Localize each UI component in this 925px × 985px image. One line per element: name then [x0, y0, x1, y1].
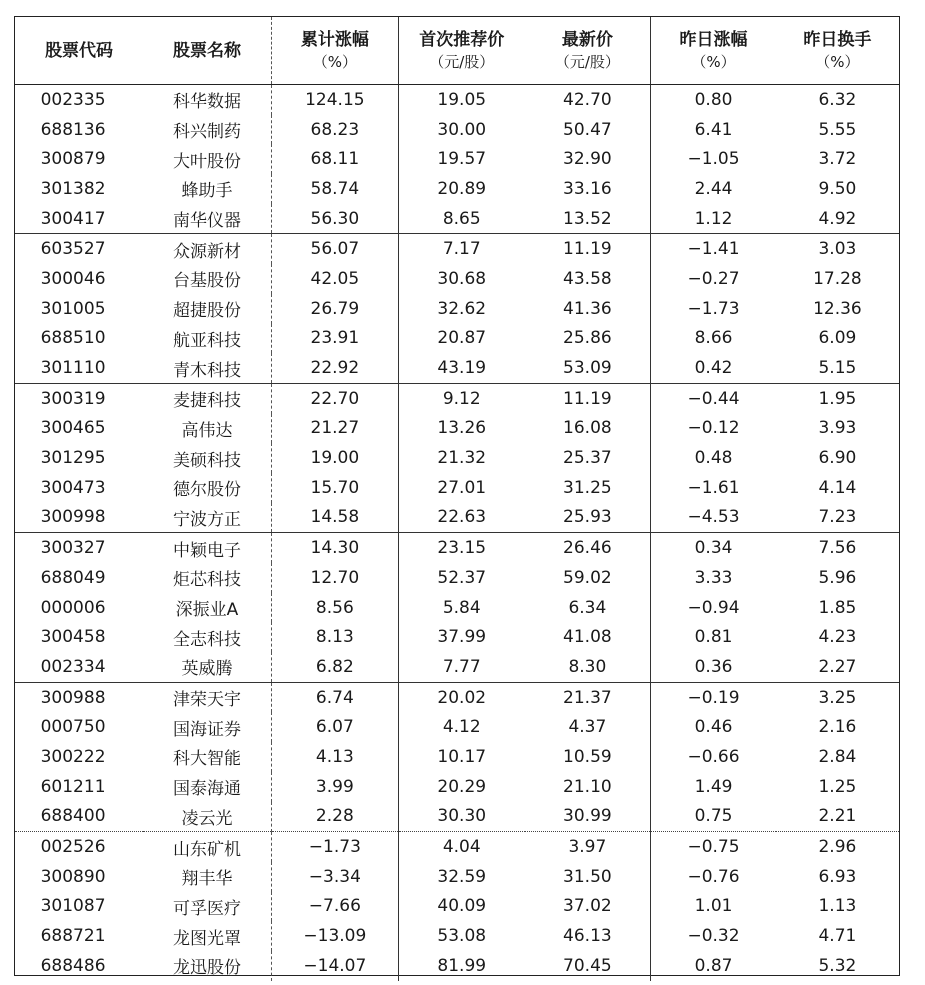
cell-name: 青木科技 — [143, 353, 271, 383]
table-row — [15, 802, 899, 832]
table-row — [15, 115, 899, 145]
cell-name: 炬芯科技 — [143, 563, 271, 593]
cell-cum-gain: 8.13 — [315, 627, 354, 648]
cell-code: 300458 — [40, 627, 106, 648]
cell-first-price: 32.59 — [398, 862, 524, 892]
cell-yday-gain: 0.36 — [651, 652, 776, 682]
cell-latest-price: 16.08 — [563, 418, 612, 439]
cell-cum-gain: 14.30 — [310, 538, 360, 559]
cell-name: 英威腾 — [143, 652, 271, 682]
cell-first-price: 9.12 — [398, 383, 524, 413]
cell-name: 津荣天宇 — [143, 682, 271, 712]
cell-cum-gain: −14.07 — [303, 955, 367, 976]
table-row — [15, 593, 899, 623]
cell-latest-price: 31.25 — [563, 477, 612, 498]
cell-yday-turnover: 3.93 — [818, 418, 857, 439]
cell-yday-gain: −0.19 — [651, 682, 776, 712]
cell-name: 台基股份 — [143, 264, 271, 294]
cell-name: 深振业A — [143, 593, 271, 623]
header-latest-price: 最新价 （元/股） — [525, 17, 651, 85]
cell-latest-price: 37.02 — [563, 896, 612, 917]
cell-latest-price: 53.09 — [525, 353, 651, 383]
cell-first-price: 22.63 — [398, 503, 524, 533]
cell-code: 002334 — [15, 652, 143, 682]
cell-code: 301382 — [40, 178, 106, 199]
cell-cum-gain: 68.23 — [310, 119, 360, 140]
cell-yday-turnover: 5.15 — [776, 353, 899, 383]
cell-cum-gain: 23.91 — [310, 328, 360, 349]
cell-yday-gain: −0.75 — [651, 832, 776, 862]
cell-code: 002335 — [40, 89, 106, 110]
cell-latest-price: 31.50 — [563, 866, 612, 887]
table-row — [15, 533, 899, 563]
cell-cum-gain: −3.34 — [308, 866, 361, 887]
cell-yday-gain: −1.73 — [651, 294, 776, 324]
cell-code: 000006 — [40, 597, 106, 618]
cell-first-price: 20.89 — [398, 174, 524, 204]
cell-yday-turnover: 6.90 — [818, 448, 857, 469]
table-row — [15, 742, 899, 772]
cell-latest-price: 10.59 — [563, 746, 612, 767]
cell-first-price: 53.08 — [398, 921, 524, 951]
cell-name: 山东矿机 — [143, 832, 271, 862]
table-row — [15, 144, 899, 174]
cell-name: 美硕科技 — [143, 443, 271, 473]
header-name: 股票名称 — [143, 17, 271, 85]
cell-first-price: 21.32 — [398, 443, 524, 473]
cell-latest-price: 4.37 — [568, 717, 607, 738]
table-row — [15, 353, 899, 383]
cell-code: 688400 — [15, 802, 143, 832]
cell-yday-turnover: 2.27 — [776, 652, 899, 682]
cell-code: 688049 — [40, 567, 106, 588]
cell-cum-gain: 56.30 — [271, 204, 398, 234]
cell-name: 龙迅股份 — [143, 951, 271, 981]
cell-first-price: 5.84 — [398, 593, 524, 623]
cell-latest-price: 26.46 — [563, 538, 612, 559]
header-yday-gain: 昨日涨幅 （%） — [651, 17, 776, 85]
cell-code: 301087 — [40, 896, 106, 917]
cell-yday-gain: −0.76 — [651, 862, 776, 892]
cell-yday-turnover: 5.96 — [818, 567, 857, 588]
cell-cum-gain: 3.99 — [315, 776, 354, 797]
cell-cum-gain: 4.13 — [315, 746, 354, 767]
cell-yday-turnover: 3.72 — [818, 149, 857, 170]
cell-code: 301005 — [40, 298, 106, 319]
cell-yday-gain: −1.05 — [651, 144, 776, 174]
cell-cum-gain: 124.15 — [305, 89, 365, 110]
cell-yday-turnover: 5.32 — [818, 955, 857, 976]
cell-latest-price: 70.45 — [563, 955, 612, 976]
cell-yday-gain: −4.53 — [651, 503, 776, 533]
cell-yday-gain: −0.44 — [651, 383, 776, 413]
cell-yday-turnover: 6.93 — [818, 866, 857, 887]
cell-code: 300319 — [40, 388, 106, 409]
cell-latest-price: 30.99 — [525, 802, 651, 832]
cell-yday-turnover: 4.71 — [818, 926, 857, 947]
cell-yday-gain: −0.12 — [651, 414, 776, 444]
cell-yday-gain: 8.66 — [651, 324, 776, 354]
cell-first-price: 23.15 — [398, 533, 524, 563]
cell-yday-gain: 0.80 — [651, 85, 776, 115]
cell-latest-price: 6.34 — [568, 597, 607, 618]
cell-first-price: 19.57 — [398, 144, 524, 174]
cell-latest-price: 25.86 — [563, 328, 612, 349]
cell-yday-gain: 6.41 — [651, 115, 776, 145]
cell-code: 300988 — [40, 687, 106, 708]
cell-yday-gain: −0.66 — [651, 742, 776, 772]
cell-name: 科大智能 — [143, 742, 271, 772]
cell-latest-price: 13.52 — [525, 204, 651, 234]
table-row — [15, 622, 899, 652]
cell-code: 000750 — [40, 717, 106, 738]
cell-latest-price: 46.13 — [563, 926, 612, 947]
table-row — [15, 652, 899, 682]
cell-yday-turnover: 4.14 — [818, 477, 857, 498]
cell-yday-turnover: 4.23 — [818, 627, 857, 648]
cell-cum-gain: 6.74 — [315, 687, 354, 708]
cell-first-price: 81.99 — [398, 951, 524, 981]
cell-cum-gain: 22.92 — [271, 353, 398, 383]
cell-first-price: 7.77 — [398, 652, 524, 682]
table-row — [15, 712, 899, 742]
cell-latest-price: 25.37 — [563, 448, 612, 469]
cell-name: 德尔股份 — [143, 473, 271, 503]
cell-cum-gain: 22.70 — [310, 388, 360, 409]
cell-latest-price: 32.90 — [563, 149, 612, 170]
cell-yday-gain: −1.61 — [651, 473, 776, 503]
table-row — [15, 85, 899, 115]
table-row — [15, 264, 899, 294]
cell-code: 601211 — [40, 776, 106, 797]
cell-yday-gain: 0.81 — [651, 622, 776, 652]
header-cum-gain-unit: （%） — [312, 52, 357, 71]
cell-first-price: 8.65 — [398, 204, 524, 234]
cell-first-price: 4.04 — [398, 832, 524, 862]
cell-name: 高伟达 — [143, 414, 271, 444]
cell-yday-gain: 1.01 — [651, 892, 776, 922]
table-row — [15, 204, 899, 234]
cell-yday-turnover: 5.55 — [818, 119, 857, 140]
cell-cum-gain: 21.27 — [310, 418, 360, 439]
cell-yday-turnover: 1.13 — [818, 896, 857, 917]
cell-latest-price: 41.08 — [563, 627, 612, 648]
cell-cum-gain: 42.05 — [310, 268, 360, 289]
cell-name: 大叶股份 — [143, 144, 271, 174]
table-row — [15, 294, 899, 324]
cell-yday-turnover: 3.25 — [818, 687, 857, 708]
cell-yday-turnover: 3.03 — [818, 239, 857, 260]
cell-latest-price: 43.58 — [563, 268, 612, 289]
cell-name: 南华仪器 — [143, 204, 271, 234]
cell-yday-gain: 1.12 — [651, 204, 776, 234]
cell-code: 688510 — [40, 328, 106, 349]
cell-name: 科华数据 — [143, 85, 271, 115]
cell-yday-turnover: 9.50 — [818, 178, 857, 199]
cell-name: 龙图光罩 — [143, 921, 271, 951]
cell-yday-gain: −1.41 — [651, 234, 776, 264]
table-row — [15, 951, 899, 981]
table-row — [15, 443, 899, 473]
cell-yday-turnover: 4.92 — [776, 204, 899, 234]
cell-latest-price: 11.19 — [563, 388, 612, 409]
cell-name: 麦捷科技 — [143, 383, 271, 413]
cell-first-price: 7.17 — [398, 234, 524, 264]
cell-latest-price: 11.19 — [563, 239, 612, 260]
table-row — [15, 174, 899, 204]
cell-code: 300327 — [40, 538, 106, 559]
cell-cum-gain: 6.07 — [315, 717, 354, 738]
cell-code: 300465 — [40, 418, 106, 439]
cell-yday-gain: −0.32 — [651, 921, 776, 951]
cell-latest-price: 21.10 — [563, 776, 612, 797]
cell-cum-gain: 68.11 — [310, 149, 360, 170]
cell-yday-turnover: 6.09 — [818, 328, 857, 349]
cell-name: 科兴制药 — [143, 115, 271, 145]
cell-code: 300890 — [40, 866, 106, 887]
cell-latest-price: 33.16 — [563, 178, 612, 199]
table-body — [15, 85, 899, 981]
cell-yday-turnover: 12.36 — [813, 298, 862, 319]
cell-latest-price: 42.70 — [563, 89, 612, 110]
cell-first-price: 43.19 — [398, 353, 524, 383]
cell-cum-gain: 8.56 — [315, 597, 354, 618]
stock-recommendation-table — [14, 16, 900, 979]
cell-code: 300222 — [40, 746, 106, 767]
table-row — [15, 234, 899, 264]
cell-yday-turnover: 1.85 — [818, 597, 857, 618]
cell-name: 超捷股份 — [143, 294, 271, 324]
cell-yday-turnover: 2.96 — [818, 837, 857, 858]
header-code: 股票代码 — [15, 17, 143, 85]
cell-latest-price: 21.37 — [563, 687, 612, 708]
cell-yday-turnover: 2.84 — [818, 746, 857, 767]
cell-cum-gain: 14.58 — [271, 503, 398, 533]
table-row — [15, 473, 899, 503]
cell-code: 688136 — [40, 119, 106, 140]
cell-first-price: 30.30 — [398, 802, 524, 832]
cell-first-price: 13.26 — [398, 414, 524, 444]
cell-code: 002526 — [40, 837, 106, 858]
cell-yday-turnover: 6.32 — [818, 89, 857, 110]
cell-name: 凌云光 — [143, 802, 271, 832]
cell-cum-gain: 26.79 — [310, 298, 360, 319]
cell-code: 301295 — [40, 448, 106, 469]
cell-yday-turnover: 1.25 — [818, 776, 857, 797]
cell-name: 国泰海通 — [143, 772, 271, 802]
table-row — [15, 414, 899, 444]
cell-yday-gain: 1.49 — [651, 772, 776, 802]
cell-yday-gain: 0.75 — [651, 802, 776, 832]
cell-first-price: 40.09 — [398, 892, 524, 922]
cell-yday-turnover: 1.95 — [818, 388, 857, 409]
table-row — [15, 862, 899, 892]
cell-first-price: 30.00 — [398, 115, 524, 145]
table-row — [15, 832, 899, 862]
header-yday-turnover-unit: （%） — [815, 52, 860, 71]
cell-name: 翔丰华 — [143, 862, 271, 892]
table-row — [15, 324, 899, 354]
cell-code: 300473 — [40, 477, 106, 498]
cell-code: 688721 — [40, 926, 106, 947]
cell-code: 300046 — [40, 268, 106, 289]
cell-first-price: 32.62 — [398, 294, 524, 324]
cell-yday-gain: −0.27 — [651, 264, 776, 294]
cell-yday-turnover: 7.23 — [776, 503, 899, 533]
cell-first-price: 52.37 — [398, 563, 524, 593]
header-first-price-unit: （元/股） — [429, 52, 495, 71]
cell-latest-price: 41.36 — [563, 298, 612, 319]
cell-first-price: 4.12 — [398, 712, 524, 742]
cell-code: 300417 — [15, 204, 143, 234]
cell-cum-gain: −1.73 — [308, 837, 361, 858]
cell-first-price: 37.99 — [398, 622, 524, 652]
cell-yday-gain: 2.44 — [651, 174, 776, 204]
cell-cum-gain: 19.00 — [310, 448, 360, 469]
cell-yday-turnover: 2.21 — [776, 802, 899, 832]
cell-latest-price: 3.97 — [568, 837, 607, 858]
cell-latest-price: 59.02 — [563, 567, 612, 588]
cell-yday-gain: 0.87 — [651, 951, 776, 981]
cell-cum-gain: 2.28 — [271, 802, 398, 832]
cell-first-price: 30.68 — [398, 264, 524, 294]
cell-first-price: 20.29 — [398, 772, 524, 802]
table-row — [15, 563, 899, 593]
data-table — [15, 17, 899, 981]
cell-first-price: 20.87 — [398, 324, 524, 354]
cell-cum-gain: 58.74 — [310, 178, 360, 199]
cell-latest-price: 50.47 — [563, 119, 612, 140]
cell-cum-gain: −13.09 — [303, 926, 367, 947]
table-row — [15, 772, 899, 802]
header-cum-gain: 累计涨幅 （%） — [271, 17, 398, 85]
header-first-price: 首次推荐价 （元/股） — [398, 17, 524, 85]
cell-yday-gain: 0.46 — [651, 712, 776, 742]
cell-name: 中颖电子 — [143, 533, 271, 563]
cell-name: 全志科技 — [143, 622, 271, 652]
cell-code: 300998 — [15, 503, 143, 533]
header-yday-turnover: 昨日换手 （%） — [776, 17, 899, 85]
cell-first-price: 20.02 — [398, 682, 524, 712]
cell-yday-turnover: 7.56 — [818, 538, 857, 559]
cell-code: 688486 — [40, 955, 106, 976]
cell-first-price: 27.01 — [398, 473, 524, 503]
header-latest-price-unit: （元/股） — [554, 52, 620, 71]
cell-cum-gain: −7.66 — [308, 896, 361, 917]
cell-yday-gain: 3.33 — [651, 563, 776, 593]
cell-name: 宁波方正 — [143, 503, 271, 533]
table-row — [15, 682, 899, 712]
table-row — [15, 503, 899, 533]
table-header — [15, 17, 899, 85]
cell-yday-gain: 0.48 — [651, 443, 776, 473]
cell-name: 国海证券 — [143, 712, 271, 742]
cell-cum-gain: 15.70 — [310, 477, 360, 498]
cell-yday-gain: 0.42 — [651, 353, 776, 383]
cell-cum-gain: 12.70 — [310, 567, 360, 588]
cell-cum-gain: 6.82 — [271, 652, 398, 682]
cell-code: 300879 — [40, 149, 106, 170]
cell-code: 603527 — [40, 239, 106, 260]
cell-cum-gain: 56.07 — [310, 239, 360, 260]
cell-code: 301110 — [15, 353, 143, 383]
cell-yday-turnover: 2.16 — [818, 717, 857, 738]
cell-latest-price: 8.30 — [525, 652, 651, 682]
cell-name: 众源新材 — [143, 234, 271, 264]
cell-first-price: 10.17 — [398, 742, 524, 772]
cell-name: 蜂助手 — [143, 174, 271, 204]
table-row — [15, 921, 899, 951]
cell-latest-price: 25.93 — [525, 503, 651, 533]
header-yday-gain-unit: （%） — [691, 52, 736, 71]
cell-name: 航亚科技 — [143, 324, 271, 354]
cell-yday-gain: −0.94 — [651, 593, 776, 623]
cell-name: 可孚医疗 — [143, 892, 271, 922]
table-row — [15, 892, 899, 922]
table-row — [15, 383, 899, 413]
cell-first-price: 19.05 — [398, 85, 524, 115]
cell-yday-gain: 0.34 — [651, 533, 776, 563]
cell-yday-turnover: 17.28 — [813, 268, 862, 289]
